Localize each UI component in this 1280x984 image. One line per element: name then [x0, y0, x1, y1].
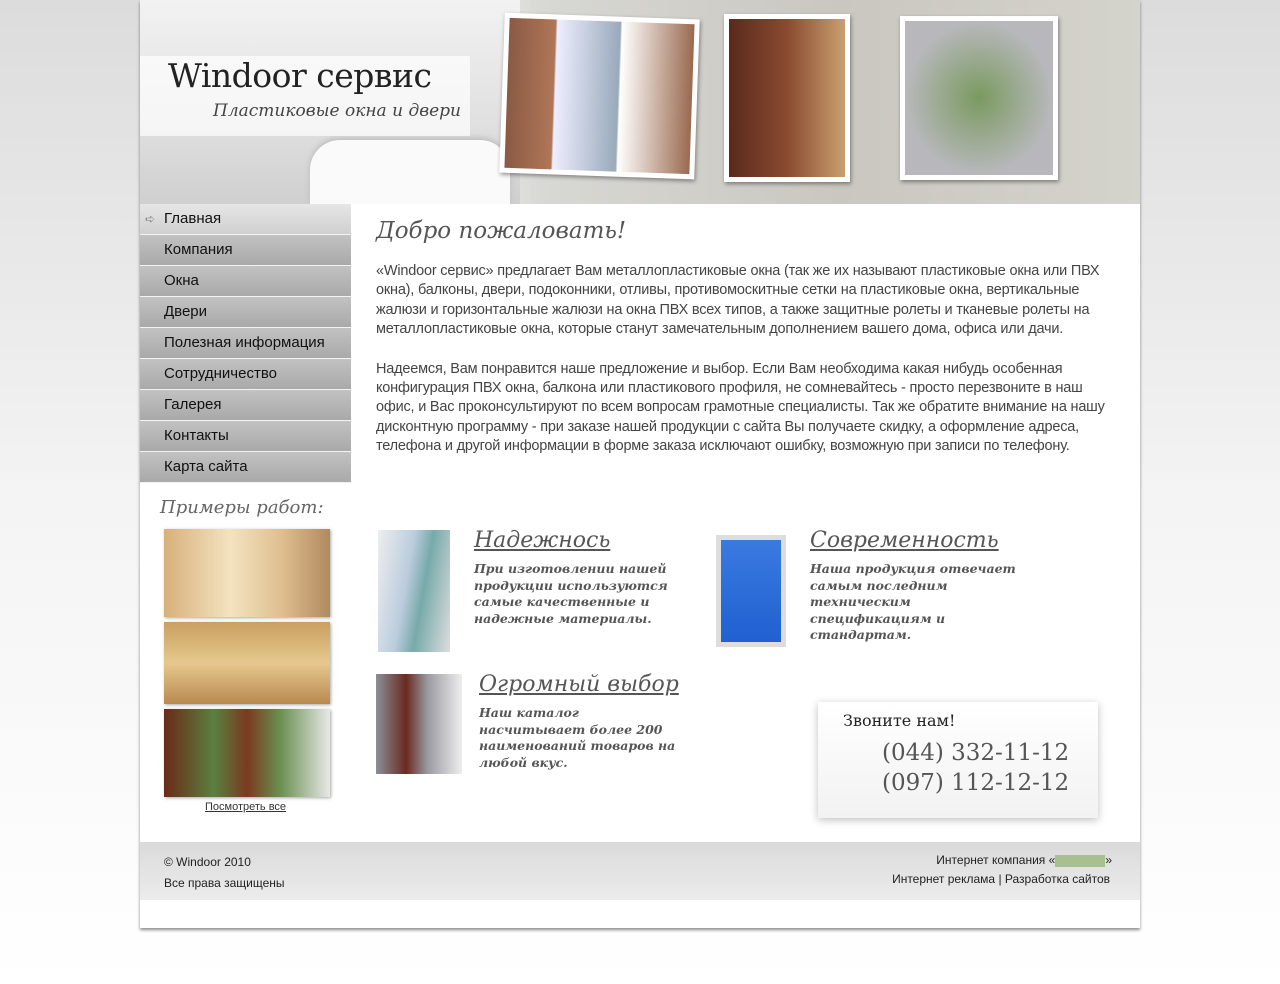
- intro-paragraph: «Windoor сервис» предлагает Вам металлопластиковые окна (так же их называют пластиковые окна или ПВХ окна), балконы, двери, подоконники, отливы, противомоскитные сетки на пластиковые окна, вертикальные жалюзи и горизонтальные жалюзи на окна ПВХ всех типов, а также защитные ролеты и тканевые ролеты на металлопластиковые окна, которые станут замечательным дополнением вашего дома, офиса или дачи.: [376, 263, 1100, 338]
- feature-title[interactable]: Современность: [810, 528, 999, 553]
- nav-item-useful-info[interactable]: Полезная информация: [140, 328, 351, 359]
- feature-text: Наш каталог насчитывает более 200 наименований товаров на любой вкус.: [479, 705, 676, 770]
- feature-title[interactable]: Надежнось: [474, 528, 611, 553]
- phone-number: (044) 332-11-12: [882, 740, 1070, 766]
- developer-company: Интернет компания « »: [936, 853, 1112, 867]
- profile-image: [378, 530, 450, 652]
- header-banner: [140, 0, 1140, 204]
- nav-item-company[interactable]: Компания: [140, 235, 351, 266]
- arrow-icon: ➪: [145, 212, 156, 226]
- page: [140, 0, 1140, 928]
- nav-item-gallery[interactable]: Галерея: [140, 390, 351, 421]
- site-slogan: Пластиковые окна и двери: [213, 101, 462, 121]
- feature-title[interactable]: Огромный выбор: [479, 672, 679, 697]
- feature-reliability: [474, 528, 699, 627]
- feature-choice: [479, 672, 689, 771]
- work-thumb[interactable]: [164, 529, 330, 617]
- ads-link[interactable]: Интернет реклама: [892, 872, 996, 886]
- nav-item-cooperation[interactable]: Сотрудничество: [140, 359, 351, 390]
- company-logo-blurred[interactable]: [1055, 855, 1105, 867]
- site-logo[interactable]: Windoor сервис: [168, 56, 432, 95]
- window-photo: [499, 13, 699, 180]
- copyright: © Windoor 2010: [164, 855, 251, 869]
- rights: Все права защищены: [164, 876, 285, 890]
- dev-link[interactable]: Разработка сайтов: [1004, 872, 1110, 886]
- call-title: Звоните нам!: [843, 711, 956, 730]
- nav-item-contacts[interactable]: Контакты: [140, 421, 351, 452]
- offer-paragraph: Надеемся, Вам понравится наше предложение и выбор. Если Вам необходима какая нибудь особенная конфигурация ПВХ окна, балкона или пластикового профиля, не сомневайтесь - просто перезвоните в наш офис, и Вас проконсультируют по всем вопросам грамотные специалисты. Так же обратите внимание на нашу дисконтную программу - при заказе нашей продукции с сайта Вы получаете скидку, а оформление адреса, телефона и другой информации в форме заказа исключают ошибку, возможную при записи по телефону.: [376, 360, 1105, 455]
- door-photo: [724, 14, 850, 182]
- page-title: Добро пожаловать!: [376, 218, 627, 244]
- nav-item-sitemap[interactable]: Карта сайта: [140, 452, 351, 483]
- work-thumb[interactable]: [164, 622, 330, 704]
- window-image: [716, 535, 786, 647]
- call-us-box: [818, 702, 1098, 818]
- footer: [140, 842, 1140, 900]
- feature-modernity: [810, 528, 1035, 644]
- main-nav: [140, 204, 351, 483]
- phone-number: (097) 112-12-12: [882, 770, 1070, 796]
- see-all-link[interactable]: Посмотреть все: [205, 801, 287, 813]
- feature-text: При изготовлении нашей продукции используются самые качественные и надежные материалы.: [474, 561, 668, 626]
- doors-image: [376, 674, 462, 774]
- feature-text: Наша продукция отвечает самым последним техническим спецификациям и стандартам.: [810, 561, 1016, 642]
- footer-links: Интернет реклама | Разработка сайтов: [892, 872, 1110, 886]
- work-thumb[interactable]: [164, 709, 330, 797]
- works-title: Примеры работ:: [160, 497, 324, 518]
- main-content: [376, 218, 1121, 477]
- window-photo-2: [900, 16, 1058, 180]
- nav-item-doors[interactable]: Двери: [140, 297, 351, 328]
- nav-item-windows[interactable]: Окна: [140, 266, 351, 297]
- nav-item-home[interactable]: ➪ Главная: [140, 204, 351, 235]
